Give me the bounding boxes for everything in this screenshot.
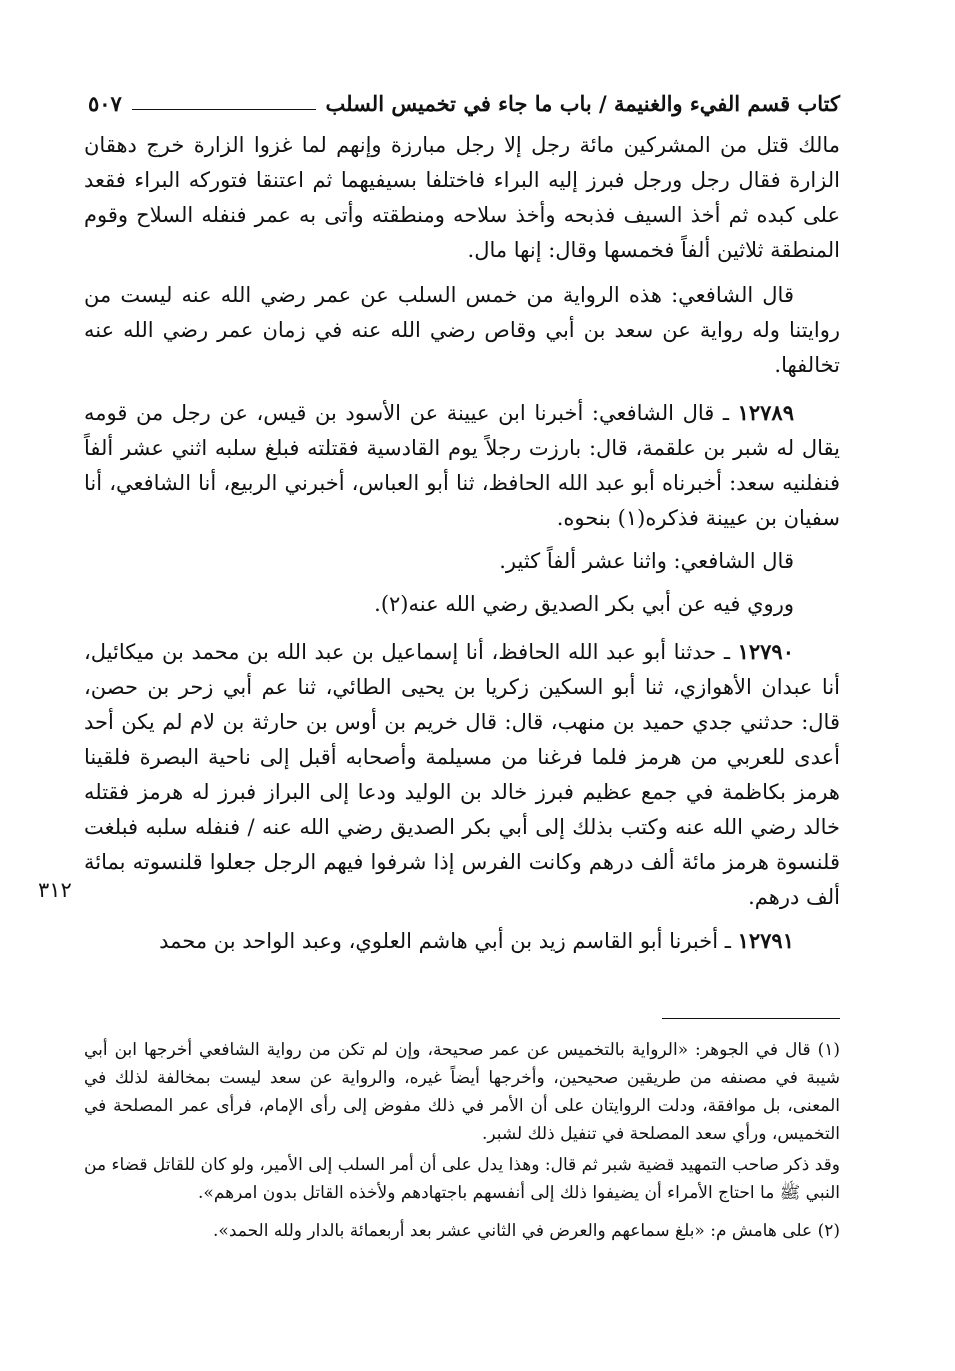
paragraph-text: مالك قتل من المشركين مائة رجل إلا رجل مبارزة وإنهم لما غزوا الزارة خرج دهقان الزارة فقال رجل ورجل فبرز إليه البراء فاختلفا بسيفيهما ثم اعتنقا فتوركه البراء فقعد على كبده ثم أخذ السيف فذبحه وأخذ سلاحه ومنطقته وأتى به عمر فنفله السلاح وقوم المنطقة ثلاثين ألفاً فخمسها وقال: إنها مال. [84,133,840,262]
header-rule [132,109,316,110]
hadith-number: ١٢٧٨٩ [737,400,794,425]
footnote-separator [662,1018,840,1019]
paragraph [84,587,840,622]
footnote-label: (١) [817,1040,840,1060]
paragraph-text: ـ قال الشافعي: أخبرنا ابن عيينة عن الأسود بن قيس، عن رجل من قومه يقال له شبر بن علقمة، قال: بارزت رجلاً يوم القادسية فقتلته فبلغ سلبه اثني عشر ألفاً فنفلنيه سعد: أخبرناه أبو عبد الله الحافظ، ثنا أبو العباس، أخبرني الربيع، أنا الشافعي، أنا سفيان بن عيينة فذكره(١) بنحوه. [84,401,840,530]
hadith-number: ١٢٧٩٠ [737,639,794,664]
paragraph [84,278,840,383]
main-text [84,128,840,959]
hadith-paragraph [84,634,840,915]
footnotes [84,1036,840,1245]
hadith-paragraph [84,395,840,536]
hadith-paragraph [84,923,840,959]
running-header [88,86,840,120]
paragraph-text: قال الشافعي: واثنا عشر ألفاً كثير. [499,549,794,573]
footnote-text: وقد ذكر صاحب التمهيد قضية شبر ثم قال: وهذا يدل على أن أمر السلب إلى الأمير، ولو كان للقاتل قضاء من النبي ﷺ ما احتاج الأمراء أن يضيفوا ذلك إلى أنفسهم باجتهادهم ولأخذه القاتل بدون امرهم». [84,1155,840,1203]
paragraph [84,544,840,579]
hadith-number: ١٢٧٩١ [737,928,794,953]
paragraph [84,128,840,268]
footnote-text: على هامش م: «بلغ سماعهم والعرض في الثاني عشر بعد أربعمائة بالدار ولله الحمد». [213,1221,813,1241]
margin-page-reference: ٣١٢ [38,878,72,902]
footnote-label: (٢) [817,1221,840,1241]
paragraph-text: قال الشافعي: هذه الرواية من خمس السلب عن عمر رضي الله عنه ليست من روايتنا وله رواية عن سعد بن أبي وقاص رضي الله عنه في زمان عمر رضي الله عنه تخالفها. [84,283,840,377]
footnote-2 [84,1217,840,1245]
footnote-1 [84,1036,840,1148]
paragraph-text: وروي فيه عن أبي بكر الصديق رضي الله عنه(٢). [374,592,794,616]
footnote-1-continued [84,1151,840,1207]
header-title: كتاب قسم الفيء والغنيمة / باب ما جاء في تخميس السلب [325,90,840,116]
paragraph-text: ـ أخبرنا أبو القاسم زيد بن أبي هاشم العلوي، وعبد الواحد بن محمد [159,929,738,953]
footnote-text: قال في الجوهر: «الرواية بالتخميس عن عمر صحيحة، وإن لم تكن من رواية الشافعي أخرجها ابن أبي شيبة في مصنفه من طريقين صحيحين، وأخرجها أيضاً غيره، والرواية عن سعد ليست بمخالفة لذلك في المعنى، بل موافقة، ودلت الروايتان على أن الأمر في ذلك مفوض إلى رأى الإمام، فرأى عمر المصلحة في التخميس، ورأي سعد المصلحة في تنفيل ذلك لشبر. [84,1040,840,1144]
paragraph-text: ـ حدثنا أبو عبد الله الحافظ، أنا إسماعيل بن عبد الله بن محمد بن ميكائيل، أنا عبدان الأهوازي، ثنا أبو السكين زكريا بن يحيى الطائي، ثنا عم أبي زحر بن حصن، قال: حدثني جدي حميد بن منهب، قال: قال خريم بن أوس بن حارثة بن لام لم يكن أحد أعدى للعربي من هرمز فلما فرغنا من مسيلمة وأصحابه أقبل إلى ناحية البصرة فلقينا هرمز بكاظمة في جمع عظيم فبرز خالد بن الوليد ودعا إلى البراز فبرز له هرمز فقتله خالد رضي الله عنه وكتب بذلك إلى أبي بكر الصديق رضي الله عنه / فنفله سلبه فبلغت قلنسوة هرمز مائة ألف درهم وكانت الفرس إذا شرفوا فيهم الرجل جعلوا قلنسوته بمائة ألف درهم. [84,640,840,909]
page-number: ٥٠٧ [88,90,122,116]
